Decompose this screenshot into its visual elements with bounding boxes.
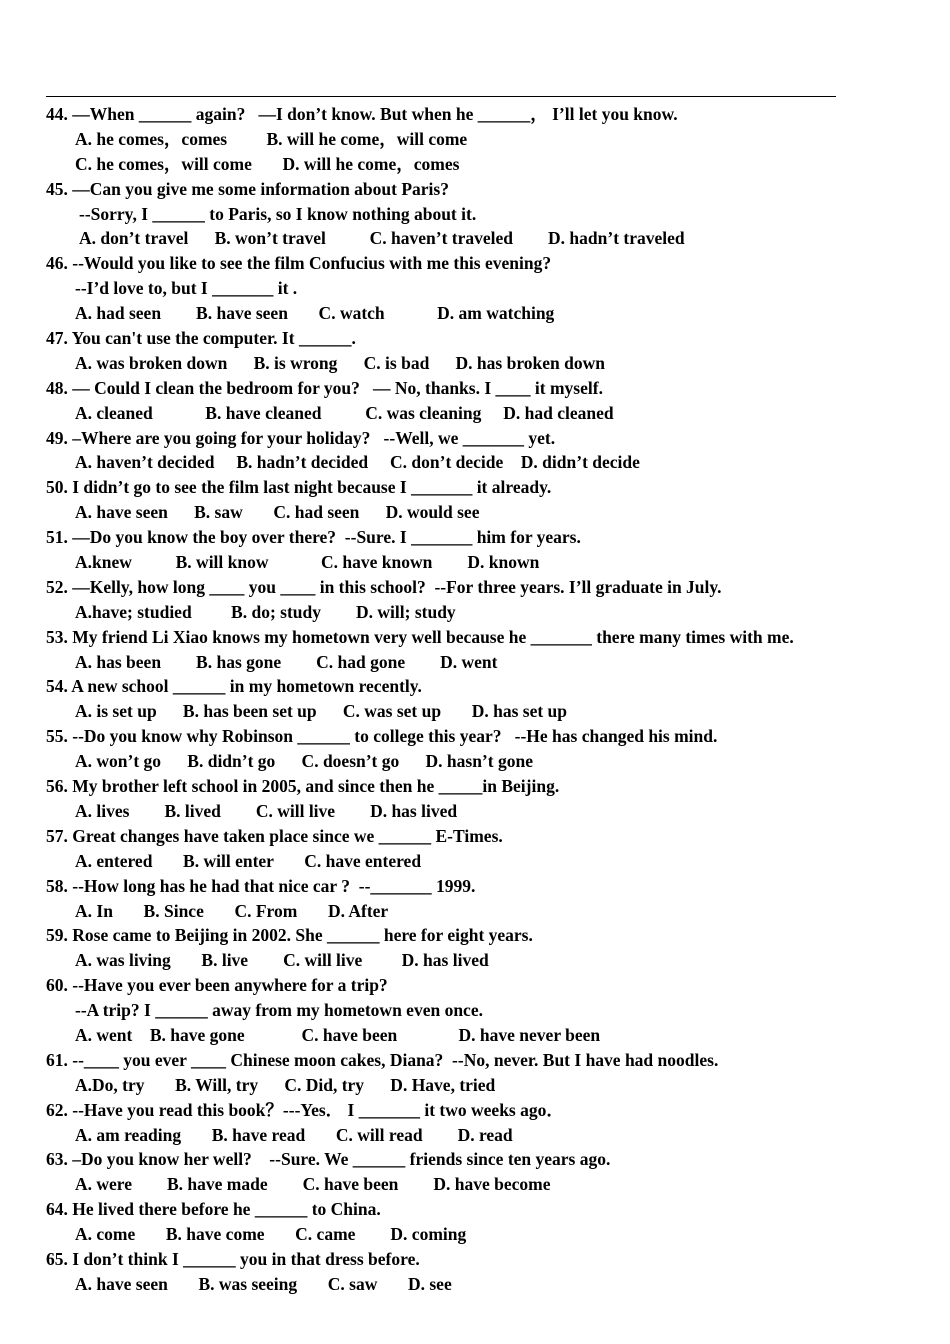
question-line: A. has been B. has gone C. had gone D. went (75, 651, 498, 672)
question-stem: 53. My friend Li Xiao knows my hometown very well because he _______ there many times with me. (46, 626, 794, 647)
question-line: A. is set up B. has been set up C. was set up D. has set up (75, 701, 568, 722)
question-line: A. have seen B. was seeing C. saw D. see (75, 1273, 452, 1294)
question-stem: 51. —Do you know the boy over there? --Sure. I _______ him for years. (46, 527, 581, 548)
question-stem: 50. I didn’t go to see the film last night because I _______ it already. (46, 477, 552, 498)
question-line: A.knew B. will know C. have known D. known (75, 552, 540, 573)
question-stem: 65. I don’t think I ______ you in that dress before. (46, 1248, 420, 1269)
question-line: --Sorry, I ______ to Paris, so I know nothing about it. (79, 203, 477, 224)
question-stem: 49. –Where are you going for your holiday? --Well, we _______ yet. (46, 427, 556, 448)
question-line: A. cleaned B. have cleaned C. was cleaning D. had cleaned (75, 402, 614, 423)
question-line: A. entered B. will enter C. have entered (75, 850, 422, 871)
question-line: A.have; studied B. do; study D. will; study (75, 601, 456, 622)
question-line: A. was broken down B. is wrong C. is bad D. has broken down (75, 352, 605, 373)
question-line: A. were B. have made C. have been D. have become (75, 1174, 551, 1195)
question-stem: 52. —Kelly, how long ____ you ____ in this school? --For three years. I’ll graduate in July. (46, 576, 722, 597)
question-stem: 61. --____ you ever ____ Chinese moon cakes, Diana? --No, never. But I have had noodles. (46, 1049, 719, 1070)
question-stem: 62. --Have you read this book？---Yes． I _______ it two weeks ago． (46, 1099, 564, 1120)
question-stem: 55. --Do you know why Robinson ______ to college this year? --He has changed his mind. (46, 726, 718, 747)
question-stem: 57. Great changes have taken place since we ______ E-Times. (46, 825, 503, 846)
question-line: A. haven’t decided B. hadn’t decided C. don’t decide D. didn’t decide (75, 452, 640, 473)
question-stem: 59. Rose came to Beijing in 2002. She ______ here for eight years. (46, 925, 533, 946)
question-line: A. he comes，comes B. will he come，will come (75, 128, 468, 149)
question-line: A. lives B. lived C. will live D. has lived (75, 800, 458, 821)
header-rule (46, 96, 836, 97)
question-stem: 45. —Can you give me some information about Paris? (46, 178, 449, 199)
question-line: A. am reading B. have read C. will read D. read (75, 1124, 513, 1145)
question-line: A. don’t travel B. won’t travel C. haven’t traveled D. hadn’t traveled (79, 228, 685, 249)
question-line: A.Do, try B. Will, try C. Did, try D. Have, tried (75, 1074, 496, 1095)
question-line: A. went B. have gone C. have been D. have never been (75, 1024, 601, 1045)
question-stem: 44. —When ______ again? —I don’t know. But when he ______， I’ll let you know. (46, 104, 678, 124)
question-stem: 47. You can't use the computer. It ______. (46, 328, 356, 349)
question-line: A. had seen B. have seen C. watch D. am watching (75, 303, 555, 324)
question-stem: 64. He lived there before he ______ to China. (46, 1199, 381, 1220)
question-stem: 60. --Have you ever been anywhere for a trip? (46, 975, 388, 996)
question-stem: 48. — Could I clean the bedroom for you? — No, thanks. I ____ it myself. (46, 377, 603, 398)
question-stem: 56. My brother left school in 2005, and since then he _____in Beijing. (46, 776, 560, 797)
question-line: A. was living B. live C. will live D. has lived (75, 950, 489, 971)
question-line: --I’d love to, but I _______ it . (75, 278, 298, 299)
question-line: C. he comes，will come D. will he come，comes (75, 153, 460, 174)
question-line: A. In B. Since C. From D. After (75, 900, 389, 921)
question-line: A. have seen B. saw C. had seen D. would see (75, 502, 480, 523)
question-stem: 54. A new school ______ in my hometown recently. (46, 676, 422, 697)
question-stem: 46. --Would you like to see the film Confucius with me this evening? (46, 253, 552, 274)
question-list (46, 102, 926, 1297)
question-line: A. come B. have come C. came D. coming (75, 1224, 467, 1245)
question-line: --A trip? I ______ away from my hometown even once. (75, 1000, 483, 1021)
question-stem: 58. --How long has he had that nice car ? --_______ 1999. (46, 875, 476, 896)
question-stem: 63. –Do you know her well? --Sure. We ______ friends since ten years ago. (46, 1149, 611, 1170)
question-line: A. won’t go B. didn’t go C. doesn’t go D. hasn’t gone (75, 751, 533, 772)
